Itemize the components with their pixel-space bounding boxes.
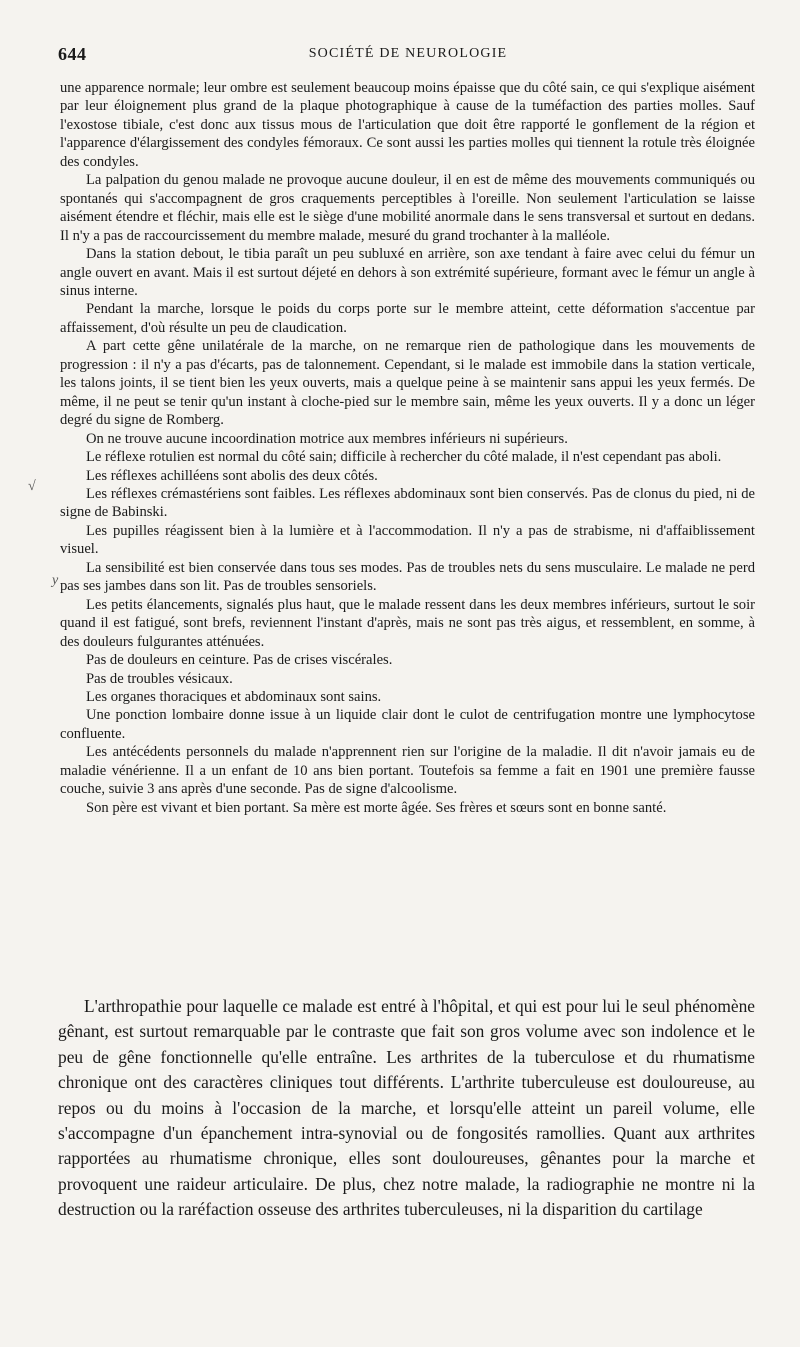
paragraph: Son père est vivant et bien portant. Sa mère est morte âgée. Ses frères et sœurs sont en bonne santé.	[86, 799, 667, 816]
paragraph: Une ponction lombaire donne issue à un liquide clair dont le culot de centrifugation montre une lymphocytose confluente.	[60, 707, 755, 742]
paragraph: une apparence normale; leur ombre est seulement beaucoup moins épaisse que du côté sain, ce qui s'explique aisément par leur éloignement plus grand de la plaque photographique à cause de la tuméfaction des parties molles. Sauf l'exostose tibiale, c'est donc aux tissus mous de l'articulation que doit être rapporté le gonflement de la région et l'apparence d'élargissement des condyles fémoraux. Ce sont aussi les parties molles qui tiennent la rotule très éloignée des condyles.	[60, 80, 755, 170]
paragraph: Dans la station debout, le tibia paraît un peu subluxé en arrière, son axe tendant à faire avec celui du fémur un angle ouvert en avant. Mais il est surtout déjeté en dehors à son extrémité supérieure, formant avec le fémur un angle à sinus interne.	[60, 246, 755, 299]
paragraph: Pas de douleurs en ceinture. Pas de crises viscérales.	[86, 652, 393, 669]
paragraph: Le réflexe rotulien est normal du côté sain; difficile à rechercher du côté malade, il n'est cependant pas aboli.	[86, 449, 722, 466]
paragraph: On ne trouve aucune incoordination motrice aux membres inférieurs ni supérieurs.	[86, 430, 568, 447]
paragraph: La palpation du genou malade ne provoque aucune douleur, il en est de même des mouvements communiqués ou spontanés qui s'accompagnent de gros craquements perceptibles à l'oreille. Non seulement l'articulation se laisse aisément étendre et fléchir, mais elle est le siège d'une mobilité anormale dans le sens transversal et surtout en dedans. Il n'y a pas de raccourcissement du membre malade, mesuré du grand trochanter à la malléole.	[60, 172, 755, 244]
case-report-body	[60, 79, 755, 817]
paragraph: Les réflexes crémastériens sont faibles. Les réflexes abdominaux sont bien conservés. Pas de clonus du pied, ni de signe de Babinski.	[60, 485, 755, 521]
paragraph: Les antécédents personnels du malade n'apprennent rien sur l'origine de la maladie. Il dit n'avoir jamais eu de maladie vénérienne. Il a un enfant de 10 ans bien portant. Toutefois sa femme a fait en 1901 une première fausse couche, suivie 3 ans après d'une seconde. Pas de signe d'alcoolisme.	[60, 744, 755, 798]
margin-pencil-mark: √	[28, 479, 36, 494]
page-header	[58, 44, 758, 68]
paragraph: Pas de troubles vésicaux.	[86, 670, 233, 687]
paragraph: Les petits élancements, signalés plus haut, que le malade ressent dans les deux membres inférieurs, surtout le soir quand il est fatigué, sont brefs, reviennent l'instant d'après, mais ne sont pas très aigus, et ressemblent, en somme, à des douleurs fulgurantes atténuées.	[60, 596, 755, 650]
paragraph: Pendant la marche, lorsque le poids du corps porte sur le membre atteint, cette déformation s'accentue par affaissement, d'où résulte un peu de claudication.	[60, 301, 755, 336]
paragraph: La sensibilité est bien conservée dans tous ses modes. Pas de troubles nets du sens musculaire. Le malade ne perd pas ses jambes dans son lit. Pas de troubles sensoriels.	[60, 559, 755, 595]
running-head: SOCIÉTÉ DE NEUROLOGIE	[308, 46, 508, 61]
paragraph: Les pupilles réagissent bien à la lumière et à l'accommodation. Il n'y a pas de strabisme, ni d'affaiblissement visuel.	[60, 522, 755, 558]
margin-pencil-mark: y	[52, 573, 59, 588]
paragraph: Les organes thoraciques et abdominaux sont sains.	[86, 688, 382, 705]
page-number: 644	[58, 44, 87, 64]
discussion-body	[58, 994, 755, 1223]
paragraph: L'arthropathie pour laquelle ce malade est entré à l'hôpital, et qui est pour lui le seul phénomène gênant, est surtout remarquable par le contraste que fait son gros volume avec son indolence et le peu de gêne fonctionnelle qu'elle entraîne. Les arthrites de la tuberculose et du rhumatisme chronique ont des caractères cliniques tout différents. L'arthrite tuberculeuse est douloureuse, au repos ou du moins à l'occasion de la marche, et lorsqu'elle atteint un pareil volume, elle s'accompagne d'un épanchement intra-synovial ou de fongosités ramollies. Quant aux arthrites rapportées au rhumatisme chronique, elles sont douloureuses, gênantes pour la marche et provoquent une raideur articulaire. De plus, chez notre malade, la radiographie ne montre ni la destruction ou la raréfaction osseuse des arthrites tuberculeuses, ni la disparition du cartilage	[58, 996, 755, 1220]
paragraph: A part cette gêne unilatérale de la marche, on ne remarque rien de pathologique dans les mouvements de progression : il n'y a pas d'écarts, pas de talonnement. Cependant, si le malade est immobile dans la station verticale, les talons joints, il se tient bien les yeux ouverts, mais a quelque peine à se maintenir sans appui les yeux fermés. De même, il ne peut se tenir qu'un instant à cloche-pied sur le membre sain, même les yeux ouverts. Il y a donc un léger degré du signe de Romberg.	[60, 338, 755, 429]
paragraph: Les réflexes achilléens sont abolis des deux côtés.	[86, 467, 378, 484]
